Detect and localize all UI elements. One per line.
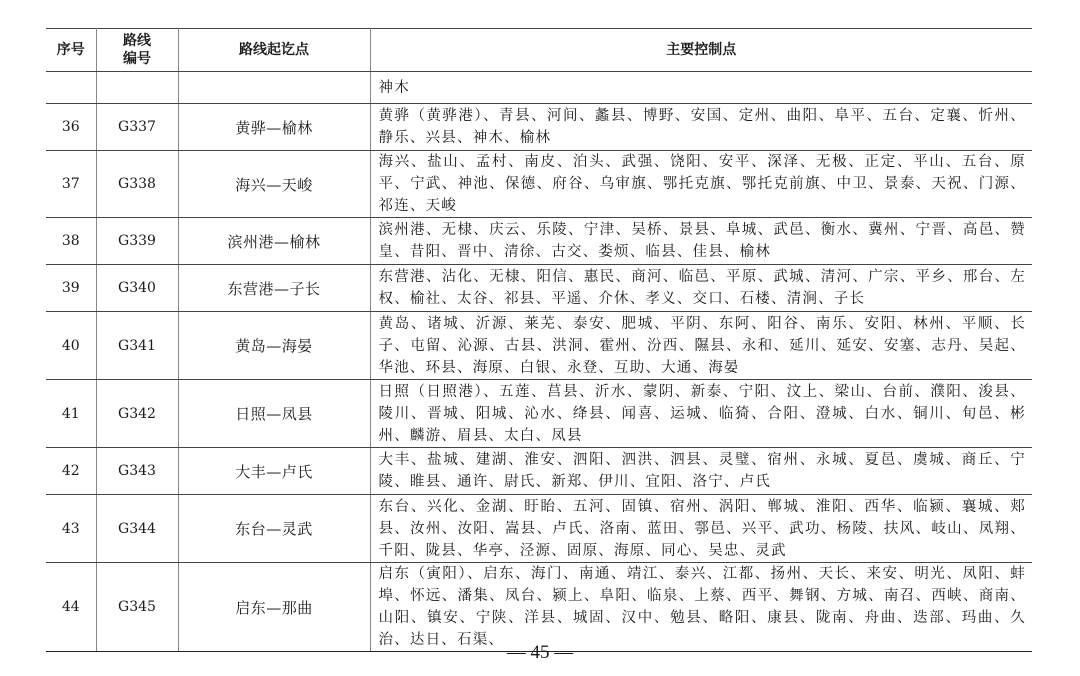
row-range: 日照—凤县 [178,380,370,448]
header-code [96,29,178,72]
row-no: 44 [46,563,96,652]
row-no: 37 [46,151,96,218]
row-range: 黄岛—海晏 [178,312,370,380]
row-code: G345 [96,563,178,652]
continuation-row [46,72,1032,104]
header-code-line2: 编号 [123,51,151,67]
row-points: 东台、兴化、金湖、盱眙、五河、固镇、宿州、涡阳、郸城、淮阳、西华、临颍、襄城、郏县、汝州、汝阳、嵩县、卢氏、洛南、蓝田、鄠邑、兴平、武功、杨陵、扶风、岐山、凤翔、千阳、陇县、华亭、泾源、固原、海原、同心、吴忠、灵武 [370,495,1032,563]
row-points: 日照（日照港）、五莲、莒县、沂水、蒙阴、新泰、宁阳、汶上、梁山、台前、濮阳、浚县、陵川、晋城、阳城、沁水、绛县、闻喜、运城、临猗、合阳、澄城、白水、铜川、旬邑、彬州、麟游、眉县、太白、凤县 [370,380,1032,448]
table-row-38 [46,218,1032,265]
continuation-code-cell [96,72,178,104]
row-code: G339 [96,218,178,265]
row-no: 40 [46,312,96,380]
table-row-36 [46,104,1032,151]
row-points: 大丰、盐城、建湖、淮安、泗阳、泗洪、泗县、灵璧、宿州、永城、夏邑、虞城、商丘、宁陵、睢县、通许、尉氏、新郑、伊川、宜阳、洛宁、卢氏 [370,448,1032,495]
table-row-37 [46,151,1032,218]
row-code: G340 [96,265,178,312]
header-range: 路线起讫点 [178,29,370,72]
table-row-40 [46,312,1032,380]
row-range: 滨州港—榆林 [178,218,370,265]
row-points: 黄骅（黄骅港）、青县、河间、蠡县、博野、安国、定州、曲阳、阜平、五台、定襄、忻州、静乐、兴县、神木、榆林 [370,104,1032,151]
table-row-43 [46,495,1032,563]
row-points: 滨州港、无棣、庆云、乐陵、宁津、吴桥、景县、阜城、武邑、衡水、冀州、宁晋、高邑、赞皇、昔阳、晋中、清徐、古交、娄烦、临县、佳县、榆林 [370,218,1032,265]
header-code-line1: 路线 [123,33,151,49]
row-no: 42 [46,448,96,495]
row-code: G342 [96,380,178,448]
table-row-41 [46,380,1032,448]
row-range: 黄骅—榆林 [178,104,370,151]
row-no: 36 [46,104,96,151]
row-code: G337 [96,104,178,151]
row-code: G343 [96,448,178,495]
row-points: 黄岛、诸城、沂源、莱芜、泰安、肥城、平阴、东阿、阳谷、南乐、安阳、林州、平顺、长子、屯留、沁源、古县、洪洞、霍州、汾西、隰县、永和、延川、延安、安塞、志丹、吴起、华池、环县、海原、白银、永登、互助、大通、海晏 [370,312,1032,380]
table-row-39 [46,265,1032,312]
continuation-no-cell [46,72,96,104]
table-row-44 [46,563,1032,652]
row-no: 41 [46,380,96,448]
row-no: 38 [46,218,96,265]
row-range: 大丰—卢氏 [178,448,370,495]
row-range: 启东—那曲 [178,563,370,652]
page-number: — 45 — [506,642,574,663]
row-range: 东营港—子长 [178,265,370,312]
row-points: 启东（寅阳）、启东、海门、南通、靖江、泰兴、江都、扬州、天长、来安、明光、凤阳、蚌埠、怀远、潘集、凤台、颍上、阜阳、临泉、上蔡、西平、舞钢、方城、南召、西峡、商南、山阳、镇安、宁陕、洋县、城固、汉中、勉县、略阳、康县、陇南、舟曲、迭部、玛曲、久治、达日、石渠、 [370,563,1032,652]
header-row [46,29,1032,72]
row-points: 海兴、盐山、孟村、南皮、泊头、武强、饶阳、安平、深泽、无极、正定、平山、五台、原平、宁武、神池、保德、府谷、乌审旗、鄂托克旗、鄂托克前旗、中卫、景泰、天祝、门源、祁连、天峻 [370,151,1032,218]
route-table [46,28,1032,652]
row-code: G338 [96,151,178,218]
continuation-range-cell [178,72,370,104]
table-row-42 [46,448,1032,495]
row-code: G344 [96,495,178,563]
row-no: 39 [46,265,96,312]
row-range: 东台—灵武 [178,495,370,563]
header-points: 主要控制点 [370,29,1032,72]
row-points: 东营港、沾化、无棣、阳信、惠民、商河、临邑、平原、武城、清河、广宗、平乡、邢台、左权、榆社、太谷、祁县、平遥、介休、孝义、交口、石楼、清涧、子长 [370,265,1032,312]
continuation-points-cell: 神木 [370,72,1032,104]
row-no: 43 [46,495,96,563]
row-range: 海兴—天峻 [178,151,370,218]
header-no: 序号 [46,29,96,72]
row-code: G341 [96,312,178,380]
